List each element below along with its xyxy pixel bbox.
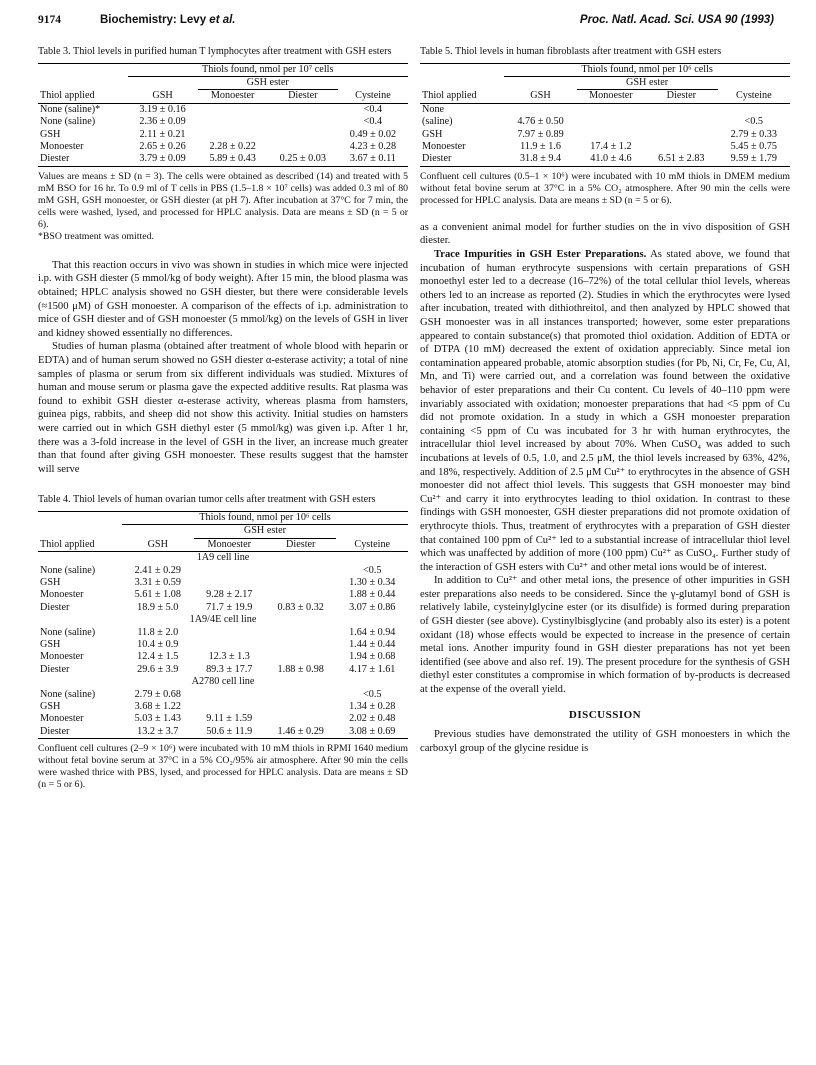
- table-cell: <0.5: [362, 564, 382, 576]
- table-cell: [265, 589, 336, 601]
- table-cell: 4.23 ± 0.28: [349, 141, 397, 153]
- row-label: Monoester: [40, 713, 84, 725]
- table-5: [420, 46, 790, 207]
- table-row: [38, 565, 408, 577]
- table-row: [420, 153, 790, 166]
- table-cell: [718, 103, 790, 116]
- table-cell: 41.0 ± 4.6: [590, 153, 632, 165]
- left-body-text: [38, 259, 408, 477]
- journal-citation: Proc. Natl. Acad. Sci. USA 90 (1993): [579, 14, 774, 26]
- table-3-grid: [38, 63, 408, 167]
- row-label: Diester: [40, 663, 70, 675]
- column-header: Thiol applied: [422, 90, 477, 102]
- table-cell: 1.34 ± 0.28: [349, 701, 396, 713]
- group-header-row: [38, 614, 408, 626]
- group-header-row: [38, 676, 408, 688]
- row-label: Diester: [40, 601, 70, 613]
- table-cell: <0.5: [362, 688, 382, 700]
- table-row: [38, 116, 408, 128]
- table-cell: 12.3 ± 1.3: [208, 651, 250, 663]
- table-cell: 1.30 ± 0.34: [349, 576, 396, 588]
- table-cell: 13.2 ± 3.7: [137, 725, 179, 737]
- body-paragraph: as a convenient animal model for further studies on the in vivo disposition of GSH diester.: [420, 221, 790, 247]
- table-cell: 1.88 ± 0.98: [277, 663, 324, 675]
- table-cell: 3.68 ± 1.22: [134, 701, 181, 713]
- table-cell: 1.94 ± 0.68: [349, 651, 396, 663]
- table-cell: [504, 103, 576, 116]
- table-cell: 12.4 ± 1.5: [137, 651, 179, 663]
- table-cell: 9.28 ± 2.17: [206, 589, 253, 601]
- subsection-heading: Trace Impurities in GSH Ester Preparations.: [434, 249, 647, 261]
- table-row: [38, 627, 408, 639]
- column-header: Diester: [286, 538, 316, 550]
- table-row: [38, 589, 408, 601]
- group-header-row: [38, 552, 408, 565]
- table-cell: <0.4: [363, 116, 383, 128]
- table-4-ester-spanner: GSH ester: [194, 525, 337, 538]
- table-cell: [268, 141, 338, 153]
- table-cell: [645, 103, 717, 116]
- table-cell: [268, 103, 338, 116]
- column-header: Monoester: [210, 90, 255, 102]
- body-paragraph: Trace Impurities in GSH Ester Preparations. As stated above, we found that incubation of human erythrocyte suspensions with certain preparations of GSH monoethyl ester led to a decrease (16–72%) of the total cellular thiol levels, whereas others led to an increase as reported (2). Studies in which the erythrocytes were lysed after incubation, treated with dithiothreitol, and then analyzed by HPLC showed that GSH monoester was in all instances transported; however, some ester preparations appeared to contain substance(s) that promoted thiol oxidation. Addition of EDTA or of DTPA (10 mM) decreased the extent of oxidation appreciably. Since metal ion contamination appeared probable, atomic absorption studies (for Pb, Ni, Cr, Fe, Cu, Al, Mn, and Ti) were carried out, and a correlation was found between the oxidative behavior of ester preparations and their Cu content. Cu levels of 40–110 ppm were invariably associated with oxidation; monoester preparations that had <5 ppm of Cu did not promote oxidation. In a study in which a GSH monoester preparation containing <5 ppm of Cu was incubated for 3 hr with human erythrocytes, the intracellular thiol level increased by about 70%. When CuSO₄ was added to such incubations at levels of 0.5, 1.0, and 2.5 μM, the thiol levels increased by 63%, 42%, and 18%, respectively. Addition of 2.5 μM Cu²⁺ to erythrocytes in the absence of GSH monoester did not affect thiol levels. This suggests that GSH monoester may bind Cu²⁺ and carry it into erythrocytes leading to thiol oxidation. In contrast to these findings with GSH monoester, GSH diester preparations did not promote oxidation of erythrocyte thiols. Thus, treatment of erythrocytes with a preparation of GSH diester that contained 100 ppm of Cu²⁺ led to a substantial increase of intracellular thiol level which was unaffected by addition of more (100 ppm) Cu²⁺ as CuSO₄. Further study of the interaction of GSH esters with Cu²⁺ and other metal ions would be of interest.: [420, 249, 790, 573]
- column-header: Cysteine: [354, 538, 391, 550]
- table-3-ester-spanner: GSH ester: [198, 77, 338, 90]
- journal-author-line: Biochemistry: Levy et al.: [100, 14, 236, 26]
- row-label: GSH: [40, 576, 61, 588]
- row-label: GSH: [40, 701, 61, 713]
- table-3: [38, 46, 408, 243]
- table-cell: 2.11 ± 0.21: [139, 128, 186, 140]
- table-cell: 3.67 ± 0.11: [349, 153, 396, 165]
- right-column: [420, 46, 790, 755]
- body-paragraph: That this reaction occurs in vivo was shown in studies in which mice were injected i.p. with GSH diester (5 mmol/kg of body weight). After 15 min, the blood plasma was obtained; HPLC analysis showed no GSH diester, but there were considerable levels (≈1500 μM) of GSH monoester. A comparison of the effects of i.p. administration to mice of GSH diester and of GSH monoester (5 mmol/kg) on the levels of GSH in liver and kidney showed essentially no differences.: [38, 259, 408, 339]
- table-cell: 18.9 ± 5.0: [137, 601, 179, 613]
- row-label: (saline): [422, 116, 453, 128]
- table-row: [38, 639, 408, 651]
- table-cell: [645, 116, 717, 128]
- table-row: [420, 103, 790, 116]
- section-heading: DISCUSSION: [568, 708, 642, 721]
- row-label: GSH: [40, 639, 61, 650]
- page-number: 9174: [38, 14, 61, 26]
- column-header: Diester: [666, 90, 697, 102]
- table-cell: [194, 577, 265, 589]
- table-cell: 9.59 ± 1.79: [730, 153, 777, 165]
- table-4-header-row: [38, 538, 408, 551]
- table-cell: 3.19 ± 0.16: [139, 103, 186, 115]
- table-cell: [265, 565, 336, 577]
- column-header: Cysteine: [735, 90, 772, 102]
- table-row: [38, 141, 408, 153]
- table-3-header-row: [38, 90, 408, 103]
- table-4: [38, 494, 408, 791]
- table-5-footnote: Confluent cell cultures (0.5–1 × 10⁶) were incubated with 10 mM thiols in DMEM medium without fetal bovine serum at 37°C in a 5% CO₂ atmosphere. After 90 min the cells were processed for HPLC analysis. Data are means ± SD (n = 5 or 6).: [420, 170, 790, 206]
- table-cell: 5.61 ± 1.08: [134, 589, 181, 601]
- row-label: None: [422, 103, 445, 115]
- row-label: None (saline)*: [40, 103, 101, 115]
- column-header: Thiol applied: [40, 90, 95, 102]
- row-label: Monoester: [40, 141, 84, 153]
- table-cell: 1.46 ± 0.29: [277, 725, 324, 737]
- table-cell: 7.97 ± 0.89: [517, 128, 564, 140]
- table-5-grid: [420, 63, 790, 167]
- running-header: [0, 14, 816, 34]
- table-3-footnote-bso: *BSO treatment was omitted.: [38, 230, 154, 242]
- column-header: Monoester: [589, 90, 633, 102]
- table-row: [38, 689, 408, 701]
- cell-line-label: 1A9 cell line: [196, 552, 250, 564]
- row-label: None (saline): [40, 564, 96, 576]
- column-header: GSH: [530, 90, 551, 102]
- body-paragraph: In addition to Cu²⁺ and other metal ions, the presence of other impurities in GSH ester preparations also needs to be considered. Since the γ-glutamyl bond of GSH is relatively labile, cysteinylglycine ester (or its disulfide) is formed during preparation of GSH diester (see above). Cystinylbisglycine (and probably also its ester) is a potent oxidant (18) whose effects would be expected to increase in the presence of certain metal ions. Another impurity found in GSH diester preparations has not yet been identified (see above and also ref. 19). The present procedure for the synthesis of GSH diethyl ester constitutes a compromise in which formation of by-products is decreased at the expense of the overall yield.: [420, 575, 790, 696]
- table-4-caption: Table 4. Thiol levels of human ovarian tumor cells after treatment with GSH esters: [38, 494, 376, 506]
- table-cell: 0.49 ± 0.02: [349, 128, 397, 140]
- table-5-ester-spanner: GSH ester: [577, 77, 718, 90]
- table-cell: [645, 141, 717, 153]
- table-cell: 5.89 ± 0.43: [209, 153, 256, 165]
- table-cell: 3.79 ± 0.09: [139, 153, 186, 165]
- column-header: Diester: [288, 90, 318, 102]
- table-cell: <0.5: [744, 116, 764, 128]
- table-cell: 0.25 ± 0.03: [279, 153, 326, 165]
- table-cell: [268, 116, 338, 128]
- table-cell: [268, 129, 338, 141]
- cell-line-label: A2780 cell line: [191, 676, 255, 688]
- table-cell: [198, 129, 268, 141]
- table-cell: [198, 116, 268, 128]
- table-cell: 5.45 ± 0.75: [730, 141, 777, 153]
- row-label: GSH: [422, 128, 443, 140]
- table-row: [38, 153, 408, 166]
- table-cell: [194, 639, 265, 651]
- table-cell: 5.03 ± 1.43: [134, 713, 181, 725]
- table-cell: [265, 639, 336, 651]
- table-cell: [265, 577, 336, 589]
- table-cell: 1.64 ± 0.94: [349, 626, 396, 638]
- table-4-spanner: Thiols found, nmol per 10⁶ cells: [122, 511, 408, 524]
- table-cell: 2.36 ± 0.09: [139, 116, 186, 128]
- table-row: [38, 701, 408, 713]
- table-cell: [577, 103, 645, 116]
- column-header: GSH: [147, 538, 168, 550]
- column-header: Thiol applied: [40, 538, 95, 550]
- table-row: [420, 141, 790, 153]
- table-row: [38, 129, 408, 141]
- table-cell: [194, 627, 265, 639]
- body-paragraph: Previous studies have demonstrated the utility of GSH monoesters in which the carboxyl group of the glycine residue is: [420, 729, 790, 754]
- table-cell: 89.3 ± 17.7: [206, 663, 253, 675]
- row-label: Monoester: [422, 141, 466, 153]
- table-cell: 2.65 ± 0.26: [139, 141, 186, 153]
- table-cell: 2.79 ± 0.68: [134, 688, 181, 700]
- table-cell: [645, 129, 717, 141]
- table-row: [38, 664, 408, 676]
- table-cell: 2.41 ± 0.29: [134, 564, 181, 576]
- row-label: Diester: [40, 725, 70, 737]
- table-4-footnote: Confluent cell cultures (2–9 × 10⁶) were incubated with 10 mM thiols in RPMI 1640 medium without fetal bovine serum at 37°C in a 5% CO₂/95% air atmosphere. After 90 min the cells were washed thrice with PBS, lysed, and processed for HPLC analysis. Data are means ± SD (n = 5 or 6).: [38, 743, 408, 791]
- column-header: Monoester: [207, 538, 252, 550]
- table-cell: 10.4 ± 0.9: [137, 639, 179, 650]
- table-row: [420, 116, 790, 128]
- table-cell: 2.79 ± 0.33: [730, 128, 777, 140]
- table-3-caption: Table 3. Thiol levels in purified human T lymphocytes after treatment with GSH esters: [38, 46, 392, 57]
- table-row: [420, 129, 790, 141]
- table-cell: 29.6 ± 3.9: [137, 663, 179, 675]
- table-cell: 31.8 ± 9.4: [519, 153, 562, 165]
- table-row: [38, 577, 408, 589]
- table-cell: [265, 689, 336, 701]
- table-cell: 1.44 ± 0.44: [349, 639, 396, 650]
- table-cell: [265, 651, 336, 663]
- table-cell: <0.4: [363, 103, 383, 115]
- table-cell: 2.28 ± 0.22: [209, 141, 256, 153]
- table-4-grid: [38, 511, 408, 739]
- table-row: [38, 713, 408, 725]
- table-cell: 0.83 ± 0.32: [277, 601, 324, 613]
- row-label: None (saline): [40, 626, 96, 638]
- table-cell: 4.17 ± 1.61: [349, 663, 396, 675]
- table-row: [38, 726, 408, 739]
- column-header: GSH: [152, 90, 173, 102]
- table-cell: [194, 565, 265, 577]
- row-label: Diester: [40, 153, 70, 165]
- left-column: [38, 46, 408, 791]
- table-cell: 3.31 ± 0.59: [134, 576, 181, 588]
- right-body-text: [420, 221, 790, 756]
- table-row: [38, 651, 408, 663]
- table-row: [38, 103, 408, 116]
- table-cell: 17.4 ± 1.2: [590, 141, 632, 153]
- table-cell: 9.11 ± 1.59: [206, 713, 253, 725]
- row-label: None (saline): [40, 116, 96, 128]
- table-cell: 3.08 ± 0.69: [349, 725, 396, 737]
- row-label: GSH: [40, 128, 61, 140]
- table-cell: [265, 701, 336, 713]
- row-label: None (saline): [40, 688, 96, 700]
- table-5-caption: Table 5. Thiol levels in human fibroblasts after treatment with GSH esters: [420, 46, 722, 57]
- column-header: Cysteine: [355, 90, 391, 102]
- table-5-header-row: [420, 90, 790, 103]
- table-3-footnote: Values are means ± SD (n = 3). The cells were obtained as described (14) and treated with 5 mM BSO for 16 hr. To 0.9 ml of T cells in PBS (1.5–1.8 × 10⁷ cells) was added 0.3 ml of 80 mM GSH, GSH monoester, or GSH diester (at pH 7). After incubation at 37°C for 7 min, the cells were washed, lysed, and processed for HPLC analysis. Data are means ± SD (n = 5 or 6).: [38, 170, 408, 230]
- cell-line-label: 1A9/4E cell line: [189, 614, 257, 626]
- table-cell: [577, 129, 645, 141]
- table-cell: [194, 689, 265, 701]
- table-row: [38, 602, 408, 614]
- table-5-spanner: Thiols found, nmol per 10⁶ cells: [504, 63, 790, 76]
- table-cell: 50.6 ± 11.9: [206, 725, 253, 737]
- table-cell: 4.76 ± 0.50: [517, 116, 564, 128]
- table-cell: [198, 103, 268, 116]
- table-cell: 3.07 ± 0.86: [349, 601, 396, 613]
- table-cell: 11.9 ± 1.6: [520, 141, 561, 153]
- table-cell: [265, 713, 336, 725]
- table-cell: 71.7 ± 19.9: [206, 601, 253, 613]
- row-label: Monoester: [40, 589, 84, 601]
- body-paragraph: Studies of human plasma (obtained after treatment of whole blood with heparin or EDTA) and of human serum showed no GSH diester α-esterase activity; a total of nine samples of plasma or serum from six different individuals was studied. Mixtures of human and mouse serum or plasma gave the expected additive results. Rat plasma was found to exhibit GSH diester α-esterase activity, whereas plasma from hamsters, guinea pigs, rabbits, and sheep did not show this activity. Initial studies on hamsters were carried out in which GSH diethyl ester (5 mmol/kg) was given i.p. After 1 hr, there was a 3-fold increase in the level of GSH in the liver, an increase much greater than that found after giving GSH monoester. These results suggest that the hamster will serve: [38, 341, 408, 475]
- table-cell: [194, 701, 265, 713]
- table-cell: 6.51 ± 2.83: [658, 153, 705, 165]
- table-cell: 2.02 ± 0.48: [349, 713, 396, 725]
- table-3-spanner: Thiols found, nmol per 10⁷ cells: [128, 63, 409, 76]
- table-cell: 1.88 ± 0.44: [349, 589, 396, 601]
- row-label: Monoester: [40, 651, 84, 663]
- table-cell: [265, 627, 336, 639]
- table-cell: 11.8 ± 2.0: [137, 626, 179, 638]
- table-cell: [577, 116, 645, 128]
- row-label: Diester: [422, 153, 452, 165]
